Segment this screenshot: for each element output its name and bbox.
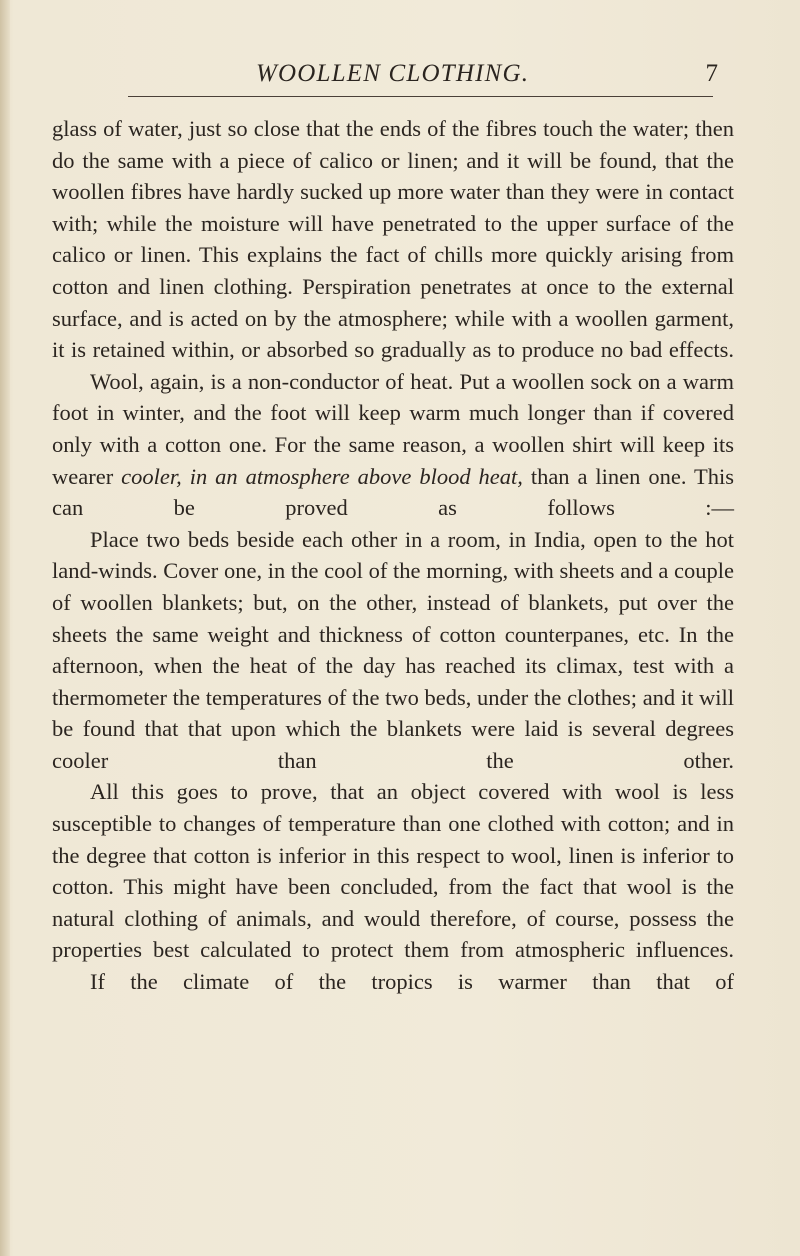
paragraph-conclusion: All this goes to prove, that an object covered with wool is less susceptible to changes of temperature than one clothed with cotton; and in the degree that cotton is inferior in this respect to wool, linen is inferior to cotton. This might have been concluded, from the fact that wool is the natural clothing of animals, and would therefore, of course, possess the properties best calculated to protect them from atmospheric influences.	[52, 779, 734, 963]
page-header	[118, 56, 718, 100]
emphasis-text: cooler, in an atmosphere above blood heat,	[121, 463, 523, 489]
header-rule	[128, 96, 713, 97]
body-text	[52, 113, 734, 998]
paragraph-text: Wool, again, is a non-conductor of heat. Put a woollen sock on a warm foot in winter, and the foot will keep warm much longer than if covered only with a cotton one. For the same reason, a woollen shirt will keep its wearer	[52, 368, 734, 489]
paragraph-wool-non-conductor	[52, 366, 734, 524]
paragraph-text: than a linen one. This can be proved as follows :—	[52, 463, 734, 521]
paragraph-tropics: If the climate of the tropics is warmer than that of	[90, 969, 734, 995]
paragraph-beds-experiment: Place two beds beside each other in a room, in India, open to the hot land-winds. Cover one, in the cool of the morning, with sheets and a couple of woollen blankets; but, on the other, instead of blankets, put over the sheets the same weight and thickness of cotton counterpanes, etc. In the afternoon, when the heat of the day has reached its climax, test with a thermometer the temperatures of the two beds, under the clothes; and it will be found that that upon which the blankets were laid is several degrees cooler than the other.	[52, 526, 734, 773]
page-number: 7	[705, 60, 718, 87]
paragraph-continuation: glass of water, just so close that the ends of the fibres touch the water; then do the same with a piece of calico or linen; and it will be found, that the woollen fibres have hardly sucked up more water than they were in contact with; while the moisture will have penetrated to the upper surface of the calico or linen. This explains the fact of chills more quickly arising from cotton and linen clothing. Perspiration penetrates at once to the external surface, and is acted on by the atmosphere; while with a woollen garment, it is retained within, or absorbed so gradually as to produce no bad effects.	[52, 116, 734, 363]
page-gutter	[0, 0, 10, 1256]
running-title: WOOLLEN CLOTHING.	[256, 60, 530, 87]
